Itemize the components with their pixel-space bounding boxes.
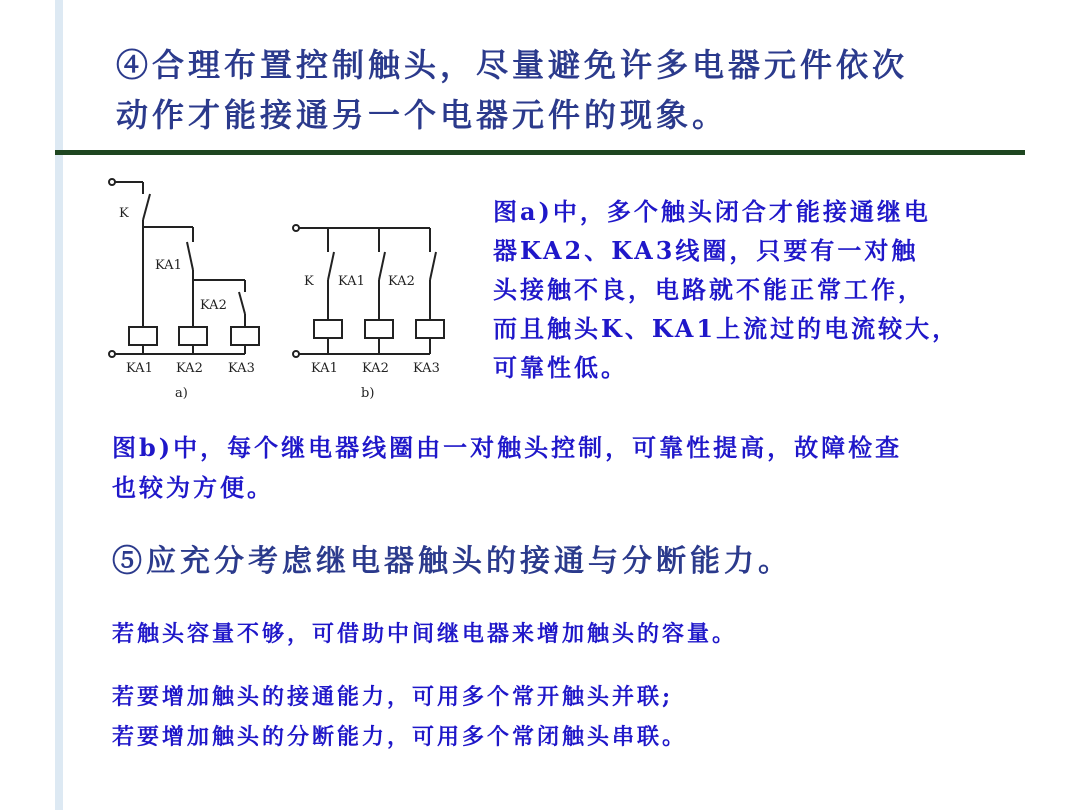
coil-b-ka2 [365, 320, 393, 338]
contact-a-ka1 [187, 242, 193, 270]
section-5-heading: ⑤应充分考虑继电器触头的接通与分断能力。 [112, 544, 792, 579]
label-a-coil-ka3: KA3 [228, 361, 255, 376]
desc-a-line-5: 可靠性低。 [493, 353, 628, 382]
diagram-a-explanation [493, 192, 993, 387]
desc-a-line-4: 而且触头K、KA1上流过的电流较大， [493, 314, 960, 343]
label-b-ka2: KA2 [388, 274, 415, 289]
tip-break-text: 若要增加触头的分断能力，可用多个常闭触头串联。 [112, 724, 688, 750]
coil-b-ka3 [416, 320, 444, 338]
relay-circuit-diagram [95, 172, 455, 408]
title-divider [55, 150, 1025, 155]
desc-a-line-3: 头接触不良，电路就不能正常工作， [493, 275, 925, 304]
contact-b-ka2 [430, 252, 436, 280]
label-b-ka1: KA1 [338, 274, 365, 289]
caption-a: a) [175, 386, 188, 401]
tip-make-text: 若要增加触头的接通能力，可用多个常开触头并联; [112, 684, 674, 710]
label-b-k: K [304, 274, 314, 289]
label-b-coil-ka1: KA1 [311, 361, 338, 376]
label-a-coil-ka1: KA1 [126, 361, 153, 376]
label-b-coil-ka3: KA3 [413, 361, 440, 376]
label-a-ka2: KA2 [200, 298, 227, 313]
desc-b-line-1: 图b)中，每个继电器线圈由一对触头控制，可靠性提高，故障检查 [112, 433, 903, 462]
circuit-svg [95, 172, 455, 404]
label-a-coil-ka2: KA2 [176, 361, 203, 376]
tip-make-break [112, 677, 1012, 757]
coil-a-ka1 [129, 327, 157, 345]
title-line-2: 动作才能接通另一个电器元件的现象。 [116, 96, 729, 134]
left-accent-bar [55, 0, 63, 810]
terminal-a-top [109, 179, 115, 185]
coil-a-ka3 [231, 327, 259, 345]
tip-contact-capacity [112, 614, 1012, 654]
tip-capacity-text: 若触头容量不够，可借助中间继电器来增加触头的容量。 [112, 621, 738, 647]
coil-a-ka2 [179, 327, 207, 345]
slide-title [116, 40, 1016, 140]
contact-a-k [143, 194, 150, 220]
diagram-b-explanation [112, 428, 1012, 508]
caption-b: b) [361, 386, 375, 401]
contact-b-k [328, 252, 334, 280]
coil-b-ka1 [314, 320, 342, 338]
label-a-k: K [119, 206, 129, 221]
desc-b-line-2: 也较为方便。 [112, 473, 274, 502]
terminal-b-top [293, 225, 299, 231]
contact-a-ka2 [239, 292, 245, 314]
terminal-b-bottom [293, 351, 299, 357]
label-b-coil-ka2: KA2 [362, 361, 389, 376]
terminal-a-bottom [109, 351, 115, 357]
desc-a-line-2: 器KA2、KA3线圈，只要有一对触 [493, 236, 919, 265]
label-a-ka1: KA1 [155, 258, 182, 273]
title-line-1: ④合理布置控制触头，尽量避免许多电器元件依次 [116, 46, 909, 84]
contact-b-ka1 [379, 252, 385, 280]
desc-a-line-1: 图a)中，多个触头闭合才能接通继电 [493, 197, 931, 226]
